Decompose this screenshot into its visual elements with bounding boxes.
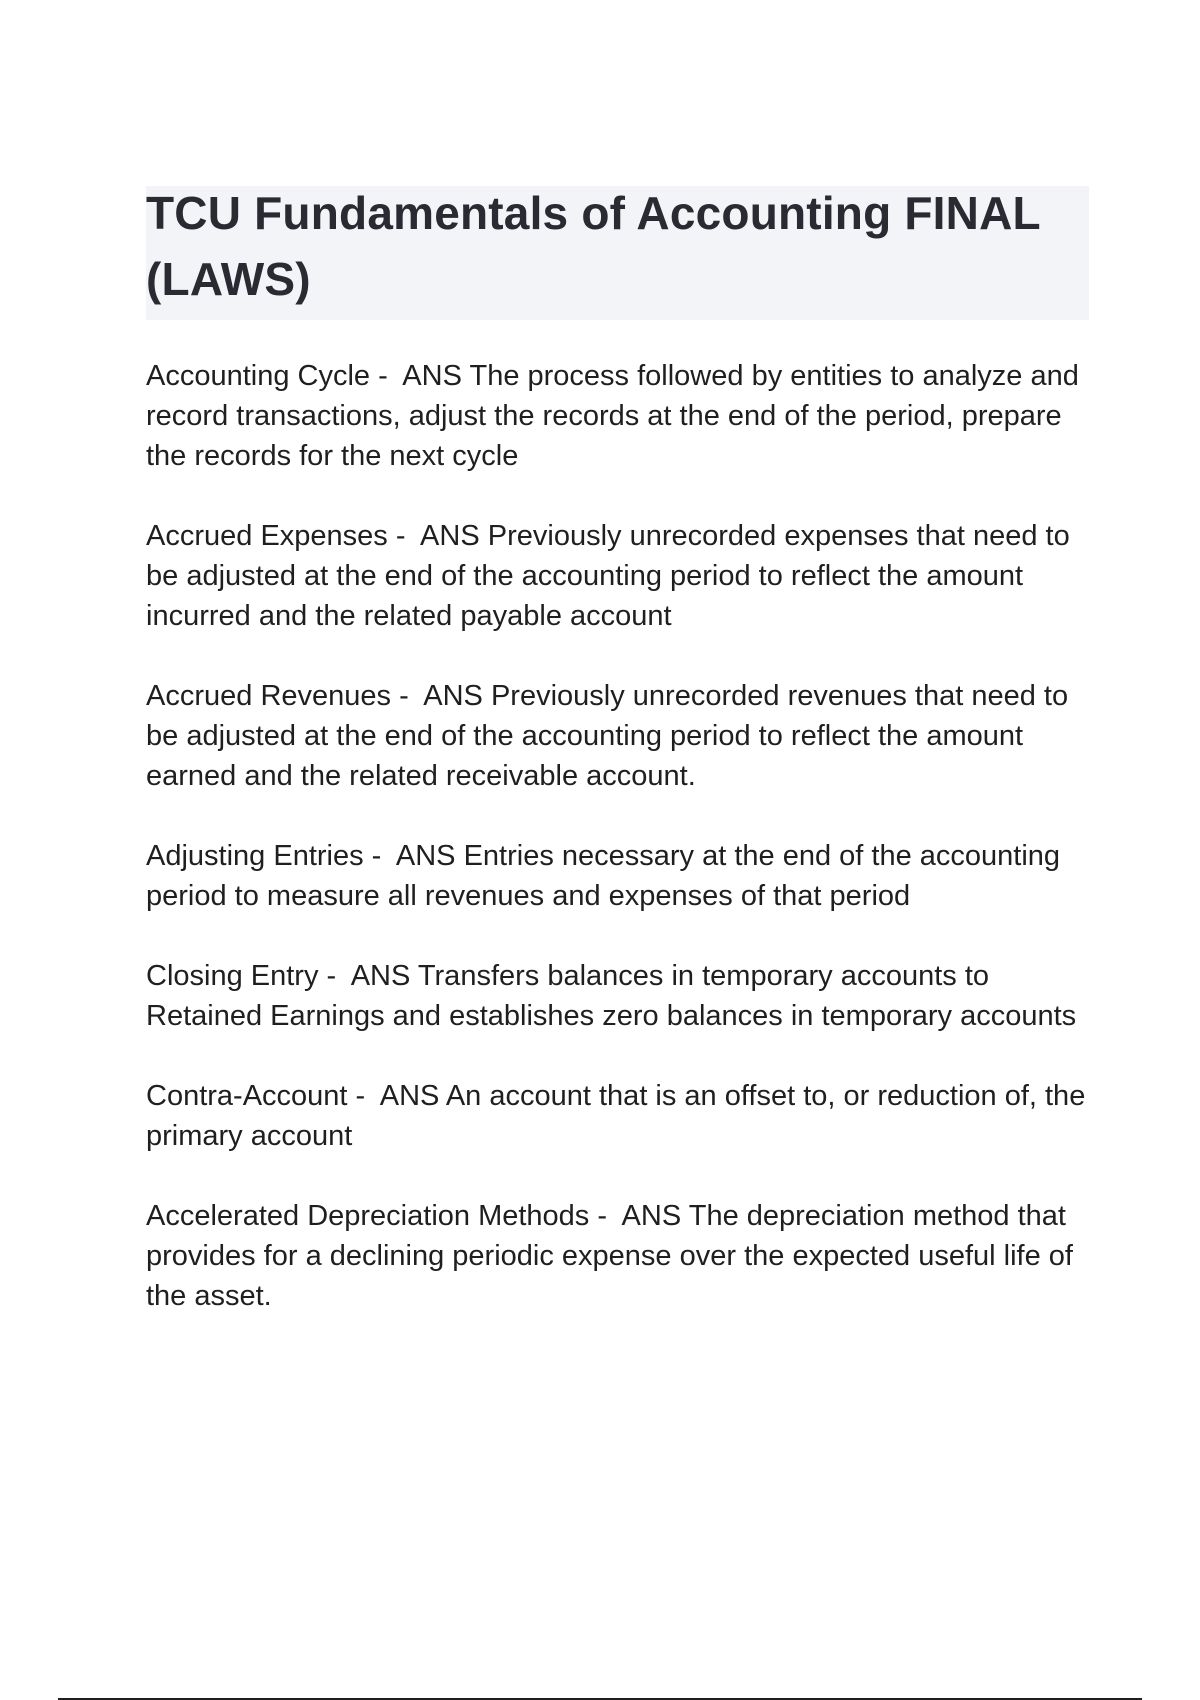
page-title: TCU Fundamentals of Accounting FINAL (LAWS) bbox=[146, 187, 1040, 305]
entry-separator: - bbox=[347, 1080, 380, 1112]
entry-definition: The depreciation method that provides for a declining periodic expense over the expected useful life of the asset. bbox=[146, 1200, 1073, 1312]
entry-term: Adjusting Entries bbox=[146, 840, 364, 872]
entry-separator: - bbox=[387, 520, 421, 552]
entry-definition: An account that is an offset to, or reduction of, the primary account bbox=[146, 1080, 1086, 1152]
entry-definition: Previously unrecorded expenses that need to be adjusted at the end of the accounting period to reflect the amount incurred and the related payable account bbox=[146, 520, 1070, 632]
entry-definition: Entries necessary at the end of the accounting period to measure all revenues and expenses of that period bbox=[146, 840, 1061, 912]
answer-prefix: ANS bbox=[420, 520, 480, 552]
entry-separator: - bbox=[363, 840, 396, 872]
entry-separator: - bbox=[589, 1200, 622, 1232]
flashcard-entry bbox=[146, 836, 1086, 916]
entry-term: Contra-Account bbox=[146, 1080, 348, 1112]
answer-prefix: ANS bbox=[395, 840, 456, 872]
flashcard-list bbox=[146, 356, 1086, 1356]
flashcard-entry bbox=[146, 676, 1086, 796]
entry-definition: Previously unrecorded revenues that need to be adjusted at the end of the accounting period to reflect the amount earned and the related receivable account. bbox=[146, 680, 1069, 792]
answer-prefix: ANS bbox=[423, 680, 483, 712]
answer-prefix: ANS bbox=[402, 360, 462, 392]
entry-definition: The process followed by entities to analyze and record transactions, adjust the records at the end of the period, prepare the records for the next cycle bbox=[146, 360, 1079, 472]
flashcard-entry bbox=[146, 956, 1086, 1036]
entry-term: Accounting Cycle bbox=[146, 360, 371, 392]
flashcard-entry bbox=[146, 1196, 1086, 1316]
answer-prefix: ANS bbox=[350, 960, 411, 992]
entry-term: Accrued Revenues bbox=[146, 680, 392, 712]
answer-prefix: ANS bbox=[621, 1200, 682, 1232]
entry-term: Accelerated Depreciation Methods bbox=[146, 1200, 590, 1232]
entry-term: Accrued Expenses bbox=[146, 520, 388, 552]
entry-separator: - bbox=[318, 960, 351, 992]
flashcard-entry bbox=[146, 1076, 1086, 1156]
flashcard-entry bbox=[146, 356, 1086, 476]
entry-separator: - bbox=[391, 680, 424, 712]
flashcard-entry bbox=[146, 516, 1086, 636]
entry-term: Closing Entry bbox=[146, 960, 319, 992]
entry-separator: - bbox=[370, 360, 403, 392]
entry-definition: Transfers balances in temporary accounts to Retained Earnings and establishes zero balances in temporary accounts bbox=[146, 960, 1077, 1032]
answer-prefix: ANS bbox=[379, 1080, 440, 1112]
